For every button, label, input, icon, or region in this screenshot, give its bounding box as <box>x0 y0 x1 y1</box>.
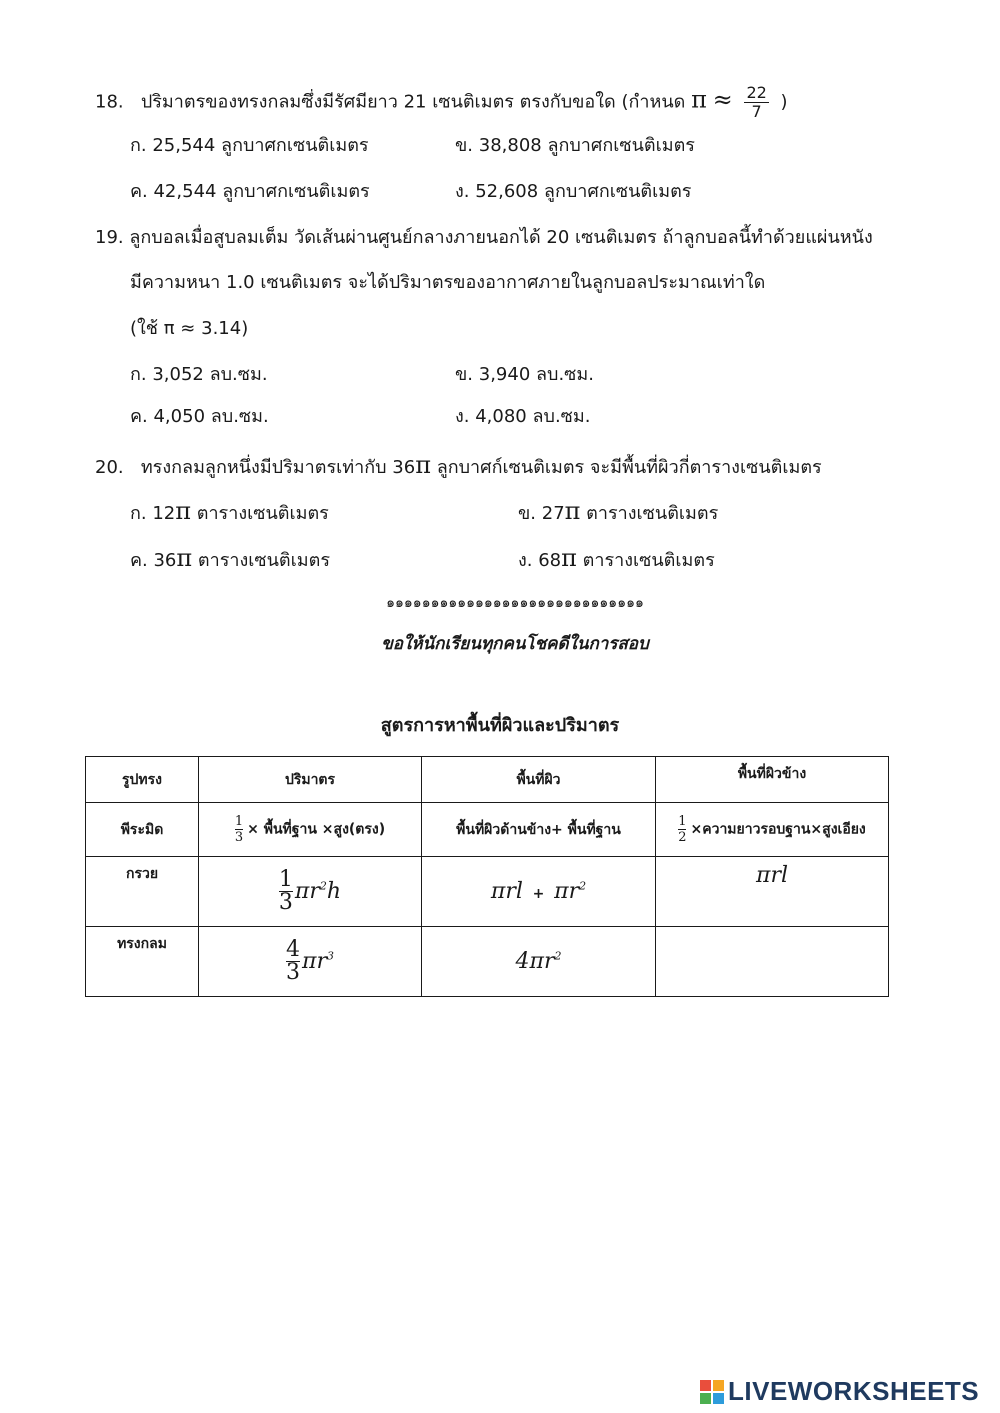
table-row-cone <box>86 857 889 927</box>
q20-choice-a-prefix: ก. 12 <box>130 503 176 524</box>
good-luck-message: ขอให้นักเรียนทุกคนโชคดีในการสอบ <box>381 634 649 654</box>
q20-choice-d-suffix: ตารางเซนติเมตร <box>576 550 715 571</box>
sphere-lateral <box>656 927 889 997</box>
q20-text-before: ทรงกลมลูกหนึ่งมีปริมาตรเท่ากับ 36 <box>140 457 416 478</box>
cone-surface-b: πr <box>554 879 580 904</box>
q20-choice-b <box>518 498 718 527</box>
cone-volume <box>199 857 422 927</box>
cone-surface-exp: 2 <box>579 879 587 893</box>
q19-choice-c: ค. 4,050 ลบ.ซม. <box>130 406 269 427</box>
cone-lateral <box>656 857 889 927</box>
q20-question <box>95 452 822 481</box>
sphere-surface-exp: 2 <box>554 949 562 963</box>
cone-surface <box>422 857 656 927</box>
q19-line1: 19. ลูกบอลเมื่อสูบลมเต็ม วัดเส้นผ่านศูนย์กลางภายนอกได้ 20 เซนติเมตร ถ้าลูกบอลนี้ทำด้วยแผ่นหนัง <box>95 227 873 248</box>
q20-pi: π <box>415 451 431 479</box>
ornament-divider: ๑๑๑๑๑๑๑๑๑๑๑๑๑๑๑๑๑๑๑๑๑๑๑๑๑๑๑๑๑ <box>386 595 644 611</box>
sphere-surface <box>422 927 656 997</box>
q18-frac-den: 7 <box>751 102 762 121</box>
q19-line3: (ใช้ π ≈ 3.14) <box>130 318 249 339</box>
sphere-volume-fraction <box>286 939 300 984</box>
q19-choice-a: ก. 3,052 ลบ.ซม. <box>130 364 268 385</box>
cone-surface-a: πrl <box>490 879 523 904</box>
q18-choice-c: ค. 42,544 ลูกบาศกเซนติเมตร <box>130 181 370 202</box>
q19-choice-b: ข. 3,940 ลบ.ซม. <box>455 364 594 385</box>
q20-choice-a <box>130 498 329 527</box>
cone-volume-exp: 2 <box>319 879 327 893</box>
q20-choice-c-pi: π <box>176 544 193 572</box>
q18-question <box>95 84 788 121</box>
q18-choice-d: ง. 52,608 ลูกบาศกเซนติเมตร <box>455 181 692 202</box>
q20-choice-a-suffix: ตารางเซนติเมตร <box>191 503 329 524</box>
header-shape: รูปทรง <box>86 757 199 803</box>
q20-choice-d <box>518 545 715 574</box>
header-surface: พื้นที่ผิว <box>422 757 656 803</box>
pyramid-volume-fraction <box>235 814 243 845</box>
cone-volume-expr-b: h <box>326 878 342 904</box>
q20-choice-b-suffix: ตารางเซนติเมตร <box>580 503 719 524</box>
sphere-volume-exp: 3 <box>326 949 334 963</box>
q19-line2: มีความหนา 1.0 เซนติเมตร จะได้ปริมาตรของอากาศภายในลูกบอลประมาณเท่าใด <box>130 272 766 293</box>
q18-pi: π <box>691 85 707 114</box>
q18-approx: ≈ <box>712 85 733 114</box>
q20-choice-c-suffix: ตารางเซนติเมตร <box>192 550 330 571</box>
q19-choice-d: ง. 4,080 ลบ.ซม. <box>455 406 591 427</box>
q18-close: ) <box>780 91 788 113</box>
pyramid-lateral-den: 2 <box>678 830 687 845</box>
cone-volume-formula <box>278 867 342 915</box>
q20-choice-c <box>130 545 330 574</box>
q18-choice-a: ก. 25,544 ลูกบาศกเซนติเมตร <box>130 135 369 156</box>
q20-choice-d-prefix: ง. 68 <box>518 550 562 571</box>
q18-fraction <box>744 84 768 121</box>
pyramid-volume-num: 1 <box>234 814 244 829</box>
sphere-volume-expr: πr <box>302 948 327 974</box>
q20-number: 20. <box>95 457 124 478</box>
cone-lateral-formula: πrl <box>755 863 788 888</box>
table-row-sphere <box>86 927 889 997</box>
sphere-surface-expr: 4πr <box>515 949 555 974</box>
logo-block-green <box>700 1393 711 1404</box>
pyramid-volume <box>199 803 422 857</box>
sphere-name: ทรงกลม <box>86 927 199 997</box>
logo-text: LIVEWORKSHEETS <box>728 1376 980 1406</box>
sphere-volume-num: 4 <box>286 937 300 962</box>
q20-choice-c-prefix: ค. 36 <box>130 550 177 571</box>
cone-surface-plus: + <box>532 886 545 902</box>
q18-text: ปริมาตรของทรงกลมซึ่งมีรัศมียาว 21 เซนติเมตร ตรงกับขอใด (กำหนด <box>140 91 686 113</box>
pyramid-lateral-text: ×ความยาวรอบฐาน×สูงเอียง <box>690 821 866 838</box>
cone-volume-den: 3 <box>278 890 293 915</box>
sphere-volume-den: 3 <box>286 960 300 985</box>
cone-volume-fraction <box>279 869 293 914</box>
logo-blocks-icon <box>700 1380 724 1404</box>
header-lateral: พื้นที่ผิวข้าง <box>656 757 889 803</box>
cone-volume-num: 1 <box>278 867 293 892</box>
q18-frac-num: 22 <box>746 83 767 102</box>
formula-table <box>85 756 889 997</box>
liveworksheets-logo[interactable] <box>700 1376 979 1407</box>
q20-text-after: ลูกบาศก์เซนติเมตร จะมีพื้นที่ผิวกี่ตารางเซนติเมตร <box>430 457 822 478</box>
cone-name: กรวย <box>86 857 199 927</box>
pyramid-surface: พื้นที่ผิวด้านข้าง+ พื้นที่ฐาน <box>422 803 656 857</box>
pyramid-lateral-num: 1 <box>678 814 687 829</box>
sphere-volume <box>199 927 422 997</box>
cone-surface-b-wrap <box>554 879 586 904</box>
pyramid-lateral-fraction <box>678 814 686 845</box>
table-title: สูตรการหาพื้นที่ผิวและปริมาตร <box>380 715 620 736</box>
q20-choice-d-pi: π <box>561 544 577 572</box>
cone-volume-expr-a: πr <box>294 878 320 904</box>
table-header-row <box>86 757 889 803</box>
pyramid-name: พีระมิด <box>86 803 199 857</box>
pyramid-volume-den: 3 <box>234 830 244 845</box>
pyramid-lateral <box>656 803 889 857</box>
sphere-surface-formula <box>516 949 562 974</box>
q20-choice-b-prefix: ข. 27 <box>518 503 565 524</box>
logo-block-blue <box>713 1393 724 1404</box>
pyramid-volume-text: × พื้นที่ฐาน ×สูง(ตรง) <box>247 821 386 838</box>
q20-choice-b-pi: π <box>564 497 581 525</box>
logo-block-red <box>700 1380 711 1391</box>
header-volume: ปริมาตร <box>199 757 422 803</box>
q20-choice-a-pi: π <box>175 497 192 525</box>
table-row-pyramid <box>86 803 889 857</box>
sphere-volume-formula <box>286 937 334 985</box>
q18-number: 18. <box>95 91 124 113</box>
q18-choice-b: ข. 38,808 ลูกบาศกเซนติเมตร <box>455 135 695 156</box>
logo-block-orange <box>713 1380 724 1391</box>
